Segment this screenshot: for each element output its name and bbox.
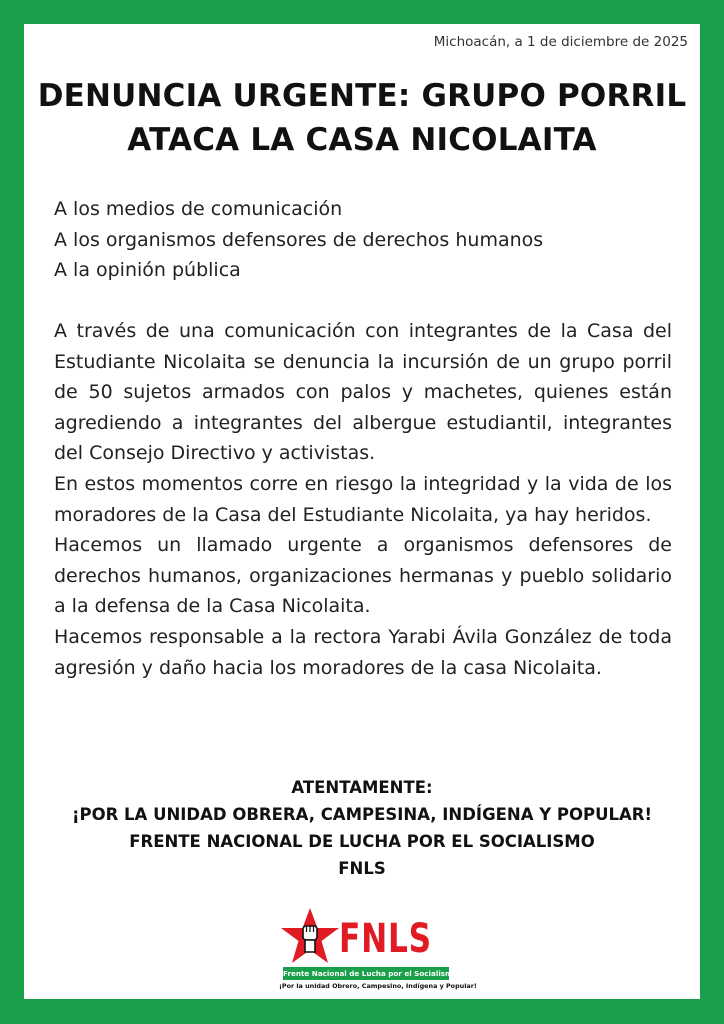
closing-block: [24, 774, 700, 882]
closing-acronym: FNLS: [338, 859, 386, 878]
fnls-logo: [279, 906, 477, 990]
logo-acronym: FNLS: [339, 916, 432, 962]
red-star-fist-icon: [279, 906, 341, 968]
page-title: [24, 74, 700, 162]
logo-tagline: ¡Por la unidad Obrero, Campesino, Indígena y Popular!: [279, 982, 477, 990]
title-line-2: ATACA LA CASA NICOLAITA: [127, 122, 597, 158]
denunciation-body: [54, 316, 672, 683]
addressee-media: A los medios de comunicación: [54, 198, 343, 220]
closing-org-name: FRENTE NACIONAL DE LUCHA POR EL SOCIALISMO: [129, 832, 595, 851]
logo-full-name: Frente Nacional de Lucha por el Socialismo: [283, 969, 458, 978]
date-line: Michoacán, a 1 de diciembre de 2025: [433, 34, 688, 50]
closing-sincerely: ATENTAMENTE:: [291, 778, 433, 797]
addressee-human-rights: A los organismos defensores de derechos humanos: [54, 228, 544, 251]
addressee-list: [54, 194, 543, 286]
addressee-public: A la opinión pública: [54, 259, 241, 281]
communique-sheet: [24, 24, 700, 999]
paragraph-risk: En estos momentos corre en riesgo la integridad y la vida de los moradores de la Casa del Estudiante Nicolaita, ya hay heridos.: [54, 472, 672, 526]
paragraph-incursion: A través de una comunicación con integrantes de la Casa del Estudiante Nicolaita se denuncia la incursión de un grupo porril de 50 sujetos armados con palos y machetes, quienes están agrediendo a integrantes del albergue estudiantil, integrantes del Consejo Directivo y activistas.: [54, 320, 672, 465]
closing-slogan: ¡POR LA UNIDAD OBRERA, CAMPESINA, INDÍGENA Y POPULAR!: [71, 805, 653, 824]
title-line-1: DENUNCIA URGENTE: GRUPO PORRIL: [37, 78, 687, 114]
paragraph-responsibility: Hacemos responsable a la rectora Yarabi Ávila González de toda agresión y daño hacia los moradores de la casa Nicolaita.: [54, 625, 672, 679]
paragraph-call: Hacemos un llamado urgente a organismos defensores de derechos humanos, organizaciones hermanas y pueblo solidario a la defensa de la Casa Nicolaita.: [54, 534, 672, 618]
